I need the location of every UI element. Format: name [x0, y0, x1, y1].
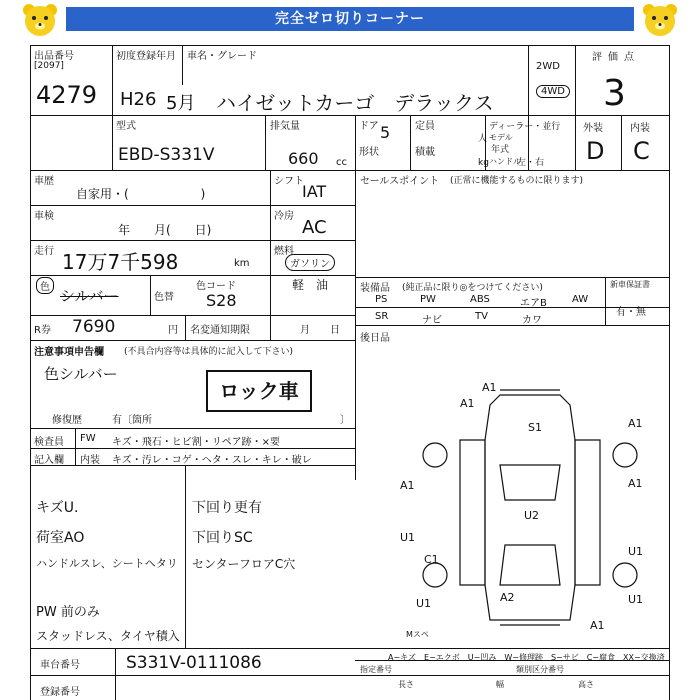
score-label: 評価点 [592, 52, 640, 63]
equipment-label: 装備品 [360, 283, 390, 294]
width-label: 幅 [496, 680, 504, 689]
color-code-value: S28 [206, 291, 237, 310]
recycle-value: 7690 [72, 317, 116, 337]
mark-a1-front-left: A1 [460, 397, 475, 410]
use-label: 車歴 [34, 176, 54, 187]
interior-items: キズ・汚レ・コゲ・ヘタ・スレ・キレ・破レ [112, 455, 312, 466]
mark-a1-rear: A1 [590, 619, 605, 632]
interior-grade: C [633, 137, 650, 165]
notes-handwritten: 色シルバー [44, 365, 118, 383]
new-warranty-value: 有・無 [616, 307, 646, 318]
chassis-label: 車台番号 [40, 660, 80, 671]
shift-value: IAT [302, 182, 327, 201]
car-name-label: 車名・グレード [187, 51, 257, 62]
lock-car-stamp: ロック車 [206, 370, 312, 412]
mark-a1-right-side: A1 [628, 477, 643, 490]
bear-mascot-icon [20, 2, 60, 38]
mark-a2: A2 [500, 591, 515, 604]
exterior-grade: D [586, 137, 605, 165]
equip-airbag: エアB [520, 298, 547, 309]
inspection-label: 車検 [34, 211, 54, 222]
mark-s1: S1 [528, 421, 542, 434]
post-items-label: 後日品 [360, 333, 390, 344]
bear-mascot-icon [640, 2, 680, 38]
drive-4wd: 4WD [536, 85, 570, 98]
ac-value: AC [302, 217, 327, 238]
use-value: 自家用・( ) [76, 187, 206, 201]
mark-a1-right: A1 [628, 417, 643, 430]
equipment-hint: (純正品に限り◎をつけてください) [402, 283, 543, 293]
inspector-label: 検査員 [34, 437, 64, 448]
repair-value: 有〔箇所 [112, 415, 152, 426]
color-label: 色 [36, 277, 54, 294]
model-label: 型式 [116, 121, 136, 132]
yen-unit: 円 [168, 325, 178, 336]
designation-number-label: 指定番号 [360, 665, 392, 674]
hand-note-6: 下回り更有 [192, 500, 262, 516]
displacement-label: 排気量 [270, 121, 300, 132]
top-banner [0, 0, 700, 40]
equip-navi: ナビ [422, 315, 442, 326]
mark-a1-front: A1 [482, 381, 497, 394]
shift-label: シフト [274, 176, 304, 187]
hand-note-4: PW 前のみ [36, 605, 100, 620]
car-damage-diagram [30, 45, 670, 700]
hand-note-7: 下回りSC [192, 530, 253, 546]
hand-note-1: キズU. [36, 500, 79, 516]
deadline-value: 月 日 [300, 325, 340, 336]
hand-note-5: スタッドレス、タイヤ積入 [36, 629, 180, 643]
color-code-label: 色コード [196, 281, 236, 292]
class-number-label: 類別区分番号 [516, 665, 564, 674]
fuel-diesel: 軽 油 [292, 278, 329, 292]
height-label: 高さ [578, 680, 594, 689]
equip-kawa: カワ [522, 315, 542, 326]
displacement-value: 660 [288, 149, 319, 168]
hand-note-3: ハンドルスレ、シートヘタリ [36, 557, 178, 570]
first-registration-label: 初度登録年月 [116, 51, 176, 62]
damage-legend: A−キズ E−エクボ U−凹み W−修理跡 S−サビ C−腐食 XX−交換済 [388, 653, 665, 662]
mark-c1: C1 [424, 553, 439, 566]
interior-check-label: 内装 [80, 455, 100, 466]
lot-number: 4279 [36, 81, 98, 109]
shape-label: 形状 [359, 147, 379, 158]
hand-note-2: 荷室AO [36, 530, 85, 546]
recycle-label: R券 [34, 325, 51, 336]
model-year-label: モデル [489, 133, 513, 142]
mark-u1-left: U1 [400, 531, 416, 544]
deadline-label: 名変通知期限 [190, 325, 250, 336]
lot-sub-number: [2097] [34, 61, 64, 71]
doors-value: 5 [380, 123, 391, 142]
fuel-gasoline: ガソリン [285, 254, 335, 271]
fuel-label: 燃料 [274, 246, 294, 257]
sales-point-label: セールスポイント [360, 176, 440, 187]
entry-label: 記入欄 [34, 455, 64, 466]
drive-2wd: 2WD [536, 61, 560, 72]
km-unit: km [234, 258, 250, 269]
capacity-label: 定員 [415, 121, 435, 132]
equip-sr: SR [375, 311, 389, 322]
interior-label: 内装 [630, 123, 650, 134]
load-label: 積載 [415, 147, 435, 158]
fw-items: キズ・飛石・ヒビ割・リペア跡・×要 [112, 437, 280, 448]
color-handwritten: シルバー [60, 287, 119, 305]
equip-aw: AW [572, 294, 589, 305]
lot-number-label: 出品番号 [34, 51, 74, 62]
new-warranty-label: 新車保証書 [610, 280, 650, 289]
repair-close: 〕 [340, 415, 350, 426]
registration-number-label: 登録番号 [40, 687, 80, 698]
equip-abs: ABS [470, 294, 490, 305]
equip-tv: TV [475, 311, 488, 322]
notes-hint: (不具合内容等は具体的に記入して下さい) [124, 347, 294, 357]
mark-u1-rear-left: U1 [416, 597, 432, 610]
sales-point-hint: (正常に機能するものに限ります) [450, 176, 584, 186]
year-label: 年式 [491, 145, 510, 155]
auction-sheet [30, 45, 670, 700]
equip-ps: PS [375, 294, 388, 305]
cc-unit: cc [336, 157, 347, 168]
handle-value: 左・右 [517, 158, 545, 168]
mileage-label: 走行 [34, 246, 54, 257]
repair-label: 修復歴 [52, 415, 82, 426]
length-label: 長さ [398, 680, 414, 689]
model-code: EBD-S331V [118, 145, 215, 165]
registration-month: 5月 [166, 93, 196, 114]
doors-label: ドア [359, 121, 379, 132]
exterior-label: 外装 [583, 123, 603, 134]
dealer-label: ディーラー・並行 [489, 122, 561, 132]
score-value: 3 [603, 73, 626, 114]
inspection-value: 年 月( 日) [118, 223, 212, 237]
chassis-number: S331V-0111086 [126, 653, 262, 673]
car-name: ハイゼットカーゴ デラックス [216, 91, 494, 115]
registration-year: H26 [120, 89, 157, 110]
banner-title: 完全ゼロ切りコーナー [66, 7, 634, 31]
mark-a1-left: A1 [400, 479, 415, 492]
person-unit: 人 [478, 134, 488, 144]
kg-unit: kg [478, 158, 489, 168]
ac-label: 冷房 [274, 211, 294, 222]
mark-spare: Mスペ [406, 630, 429, 639]
mark-u2: U2 [524, 509, 540, 522]
mileage-value: 17万7千598 [62, 250, 179, 274]
hand-note-8: センターフロアC穴 [192, 557, 296, 571]
color-change-label: 色替 [154, 292, 174, 303]
notes-label: 注意事項申告欄 [34, 347, 104, 358]
fw-label: FW [80, 433, 96, 444]
handle-label: ハンドル [489, 157, 521, 166]
equip-pw: PW [420, 294, 436, 305]
mark-u1-right: U1 [628, 545, 644, 558]
mark-u1-rear-right: U1 [628, 593, 644, 606]
